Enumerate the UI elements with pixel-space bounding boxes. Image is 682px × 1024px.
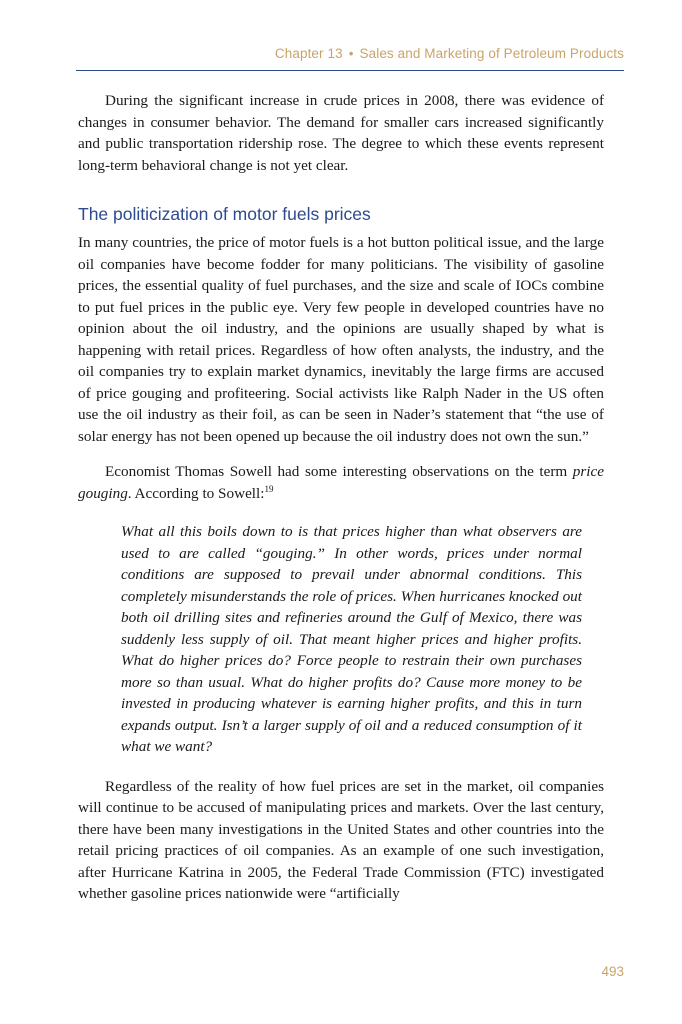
investigations-paragraph: Regardless of the reality of how fuel prices are set in the market, oil companies will continue to be accused of manipulating prices and markets. Over the last century, there have been many investigations in the United States and other countries into the retail pricing practices of oil companies. As an example of one such investigation, after Hurricane Katrina in 2005, the Federal Trade Commission (FTC) investigated whether gasoline prices nationwide were “artificially [78, 777, 604, 902]
page-body [78, 90, 604, 905]
sowell-intro-paragraph [78, 461, 604, 504]
header-bullet: • [348, 46, 354, 61]
section-heading: The politicization of motor fuels prices [78, 204, 371, 224]
chapter-label: Chapter 13 [274, 46, 343, 61]
price-gouging-term: price gouging [78, 463, 605, 502]
running-head [78, 46, 624, 61]
sowell-intro-tail: . According to Sowell: [127, 484, 265, 502]
intro-paragraph: During the significant increase in crude prices in 2008, there was evidence of changes in consumer behavior. The demand for smaller cars increased significantly and public transportation ridership rose. The degree to which these events represent long-term behavioral change is not yet clear. [78, 92, 604, 174]
header-rule [76, 70, 624, 71]
sowell-intro-lead: Economist Thomas Sowell had some interesting observations on the term [105, 463, 568, 480]
politicization-paragraph: In many countries, the price of motor fuels is a hot button political issue, and the large oil companies have become fodder for many politicians. The visibility of gasoline prices, the essential quality of fuel purchases, and the size and scale of IOCs combine to put fuel prices in the public eye. Very few people in developed countries have no opinion about the oil industry, and the opinions are usually shaped by what is happening with retail prices. Regardless of how often analysts, the industry, and the oil companies try to explain market dynamics, inevitably the large firms are accused of price gouging and profiteering. Social activists like Ralph Nader in the US often use the oil industry as their foil, as can be seen in Nader’s statement that “the use of solar energy has not been opened up because the oil industry does not own the sun.” [78, 234, 604, 445]
page-number: 493 [601, 964, 624, 979]
footnote-reference: 19 [264, 483, 274, 494]
sowell-blockquote: What all this boils down to is that prices higher than what observers are used to are called “gouging.” In other words, prices under normal conditions are supposed to prevail under abnormal conditions. This completely misunderstands the role of prices. When hurricanes knocked out both oil drilling sites and refineries around the Gulf of Mexico, there was suddenly less supply of oil. That meant higher prices and higher profits. What do higher prices do? Force people to restrain their own purchases more so than usual. What do higher profits do? Cause more money to be invested in producing whatever is earning higher profits, and this in turn expands output. Isn’t a larger supply of oil and a reduced consumption of it what we want? [121, 523, 582, 755]
chapter-title: Sales and Marketing of Petroleum Products [359, 46, 624, 61]
